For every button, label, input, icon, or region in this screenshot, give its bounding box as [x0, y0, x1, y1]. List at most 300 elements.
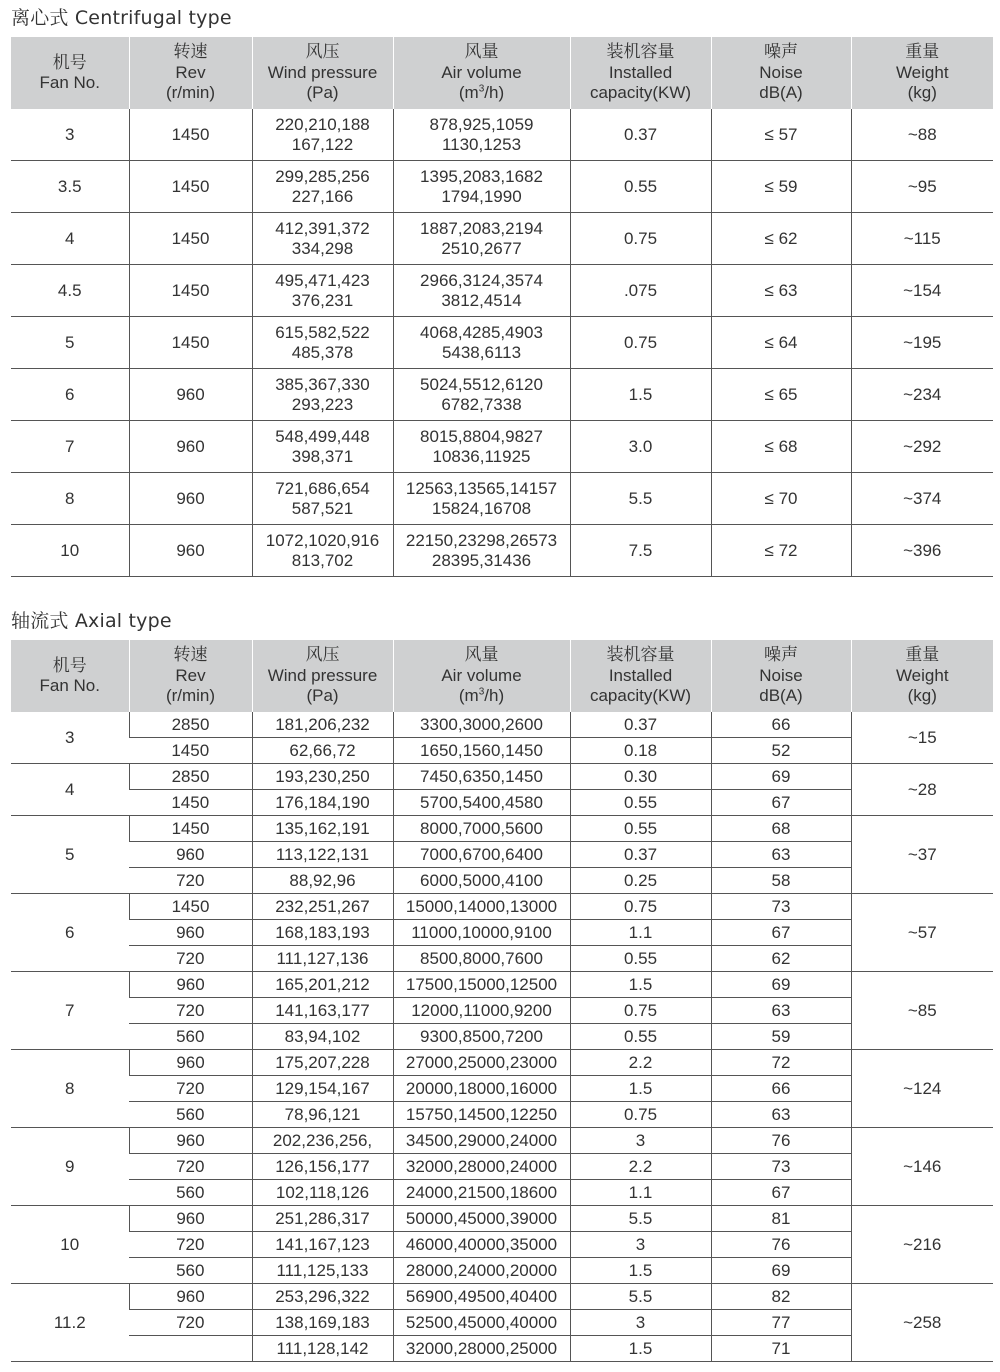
table-row — [11, 764, 993, 790]
fan-no-cell: 8 — [11, 1050, 129, 1128]
pressure-cell: 111,128,142 — [252, 1336, 393, 1362]
pressure-cell — [252, 161, 393, 213]
weight-cell: ~115 — [851, 213, 993, 265]
table-row — [11, 421, 993, 473]
table-row — [11, 1310, 993, 1336]
pressure-cell: 111,127,136 — [252, 946, 393, 972]
table-row — [11, 790, 993, 816]
noise-cell: 72 — [711, 1050, 851, 1076]
weight-cell: ~57 — [851, 894, 993, 972]
table-row — [11, 1024, 993, 1050]
pressure-cell-line: 721,686,654 — [275, 478, 370, 498]
noise-cell: 76 — [711, 1232, 851, 1258]
header-unit-tail: /h) — [484, 686, 505, 706]
header-label: 风量 — [464, 42, 499, 62]
table-row — [11, 473, 993, 525]
volume-cell-line: 8015,8804,9827 — [420, 426, 543, 446]
header-label-en: dB(A) — [759, 686, 803, 706]
centrifugal-header-col-2 — [252, 37, 393, 109]
rev-cell: 960 — [129, 1050, 252, 1076]
rev-cell: 1450 — [129, 894, 252, 920]
header-label-en: Air volume — [441, 665, 522, 685]
pressure-cell-line: 220,210,188 — [275, 114, 370, 134]
header-label-en: (r/min) — [165, 686, 216, 706]
header-label-en: Noise — [759, 62, 803, 82]
volume-cell-line: 2510,2677 — [441, 238, 522, 258]
header-label-en: (kg) — [907, 83, 937, 103]
rev-cell: 720 — [129, 998, 252, 1024]
volume-cell — [393, 473, 570, 525]
rev-cell: 960 — [129, 1128, 252, 1154]
pressure-cell — [252, 109, 393, 161]
table-row — [11, 920, 993, 946]
header-label-en: Weight — [895, 665, 949, 685]
header-label-en: (kg) — [907, 686, 937, 706]
weight-cell: ~374 — [851, 473, 993, 525]
volume-cell: 8500,8000,7600 — [393, 946, 570, 972]
header-label: 噪声 — [764, 645, 798, 665]
noise-cell: 52 — [711, 738, 851, 764]
rev-cell: 720 — [129, 1232, 252, 1258]
rev-cell: 1450 — [129, 738, 252, 764]
power-cell: 0.55 — [570, 790, 711, 816]
power-cell: 5.5 — [570, 1206, 711, 1232]
axial-header-col-2 — [252, 640, 393, 712]
volume-cell-line: 2966,3124,3574 — [420, 270, 543, 290]
volume-cell-line: 1887,2083,2194 — [420, 218, 543, 238]
rev-cell: 720 — [129, 946, 252, 972]
volume-cell: 1650,1560,1450 — [393, 738, 570, 764]
power-cell: 2.2 — [570, 1154, 711, 1180]
rev-cell: 960 — [129, 525, 252, 577]
noise-cell: 73 — [711, 894, 851, 920]
fan-no-cell: 10 — [11, 1206, 129, 1284]
header-label-en: Wind pressure — [267, 665, 378, 685]
rev-cell: 960 — [129, 421, 252, 473]
pressure-cell: 253,296,322 — [252, 1284, 393, 1310]
noise-cell: 59 — [711, 1024, 851, 1050]
pressure-cell — [252, 525, 393, 577]
rev-cell: 1450 — [129, 161, 252, 213]
power-cell: 0.25 — [570, 868, 711, 894]
weight-cell: ~195 — [851, 317, 993, 369]
pressure-cell: 202,236,256, — [252, 1128, 393, 1154]
header-unit-sup: 3 — [478, 686, 485, 698]
noise-cell: 66 — [711, 712, 851, 738]
power-cell: 0.37 — [570, 842, 711, 868]
power-cell: 3 — [570, 1310, 711, 1336]
power-cell: 3 — [570, 1232, 711, 1258]
power-cell: 5.5 — [570, 1284, 711, 1310]
volume-cell — [393, 317, 570, 369]
pressure-cell — [252, 265, 393, 317]
pressure-cell-line: 495,471,423 — [275, 270, 370, 290]
pressure-cell: 168,183,193 — [252, 920, 393, 946]
power-cell: 3.0 — [570, 421, 711, 473]
power-cell: 0.55 — [570, 1024, 711, 1050]
pressure-cell: 176,184,190 — [252, 790, 393, 816]
noise-cell: 62 — [711, 946, 851, 972]
header-unit — [394, 83, 570, 104]
table-row — [11, 972, 993, 998]
pressure-cell: 165,201,212 — [252, 972, 393, 998]
rev-cell: 720 — [129, 1076, 252, 1102]
fan-no-cell: 5 — [11, 816, 129, 894]
header-label: 风量 — [464, 645, 499, 665]
power-cell: 0.75 — [570, 1102, 711, 1128]
fan-no-cell: 4 — [11, 213, 129, 265]
weight-cell: ~146 — [851, 1128, 993, 1206]
volume-cell-line: 878,925,1059 — [429, 114, 534, 134]
table-row — [11, 1336, 993, 1362]
pressure-cell: 141,163,177 — [252, 998, 393, 1024]
power-cell: 0.30 — [570, 764, 711, 790]
power-cell: 0.37 — [570, 109, 711, 161]
volume-cell: 12000,11000,9200 — [393, 998, 570, 1024]
header-label-en: (r/min) — [165, 83, 216, 103]
pressure-cell — [252, 421, 393, 473]
header-label-en: capacity(KW) — [589, 83, 692, 103]
volume-cell: 15750,14500,12250 — [393, 1102, 570, 1128]
noise-cell: 58 — [711, 868, 851, 894]
pressure-cell-line: 293,223 — [291, 394, 354, 414]
noise-cell: 67 — [711, 1180, 851, 1206]
volume-cell-line: 1130,1253 — [441, 134, 522, 154]
power-cell: 0.75 — [570, 317, 711, 369]
noise-cell: 63 — [711, 1102, 851, 1128]
noise-cell: 66 — [711, 1076, 851, 1102]
pressure-cell-line: 587,521 — [291, 498, 354, 518]
pressure-cell: 141,167,123 — [252, 1232, 393, 1258]
table-row — [11, 1206, 993, 1232]
weight-cell: ~396 — [851, 525, 993, 577]
fan-no-cell: 9 — [11, 1128, 129, 1206]
centrifugal-header-col-4 — [570, 37, 711, 109]
pressure-cell: 175,207,228 — [252, 1050, 393, 1076]
table-row — [11, 1232, 993, 1258]
power-cell: 0.75 — [570, 998, 711, 1024]
pressure-cell: 62,66,72 — [252, 738, 393, 764]
rev-cell: 2850 — [129, 712, 252, 738]
weight-cell: ~88 — [851, 109, 993, 161]
noise-cell: ≤ 68 — [711, 421, 851, 473]
pressure-cell-line: 376,231 — [291, 290, 354, 310]
pressure-cell-line: 385,367,330 — [275, 374, 370, 394]
header-label: 装机容量 — [606, 645, 675, 665]
axial-header-col-1 — [129, 640, 252, 712]
centrifugal-header-col-0 — [11, 37, 129, 109]
rev-cell: 560 — [129, 1024, 252, 1050]
header-label-en: Wind pressure — [267, 62, 378, 82]
pressure-cell-line: 813,702 — [291, 550, 354, 570]
header-label-en: Installed — [608, 665, 673, 685]
table-row — [11, 1102, 993, 1128]
header-unit — [394, 686, 570, 707]
volume-cell-line: 10836,11925 — [432, 446, 531, 466]
noise-cell: ≤ 62 — [711, 213, 851, 265]
weight-cell: ~234 — [851, 369, 993, 421]
rev-cell: 960 — [129, 1284, 252, 1310]
pressure-cell: 251,286,317 — [252, 1206, 393, 1232]
power-cell: 1.5 — [570, 972, 711, 998]
fan-no-cell: 6 — [11, 369, 129, 421]
volume-cell: 34500,29000,24000 — [393, 1128, 570, 1154]
header-label: 转速 — [173, 645, 208, 665]
power-cell: 3 — [570, 1128, 711, 1154]
pressure-cell-line: 615,582,522 — [275, 322, 370, 342]
volume-cell: 24000,21500,18600 — [393, 1180, 570, 1206]
rev-cell: 1450 — [129, 790, 252, 816]
noise-cell: 69 — [711, 764, 851, 790]
noise-cell: ≤ 63 — [711, 265, 851, 317]
header-label: 重量 — [905, 42, 940, 62]
noise-cell: ≤ 72 — [711, 525, 851, 577]
rev-cell: 720 — [129, 868, 252, 894]
table-row — [11, 816, 993, 842]
volume-cell-line: 12563,13565,14157 — [405, 478, 558, 498]
table-row — [11, 265, 993, 317]
noise-cell: 67 — [711, 790, 851, 816]
pressure-cell: 138,169,183 — [252, 1310, 393, 1336]
power-cell: 0.37 — [570, 712, 711, 738]
volume-cell — [393, 525, 570, 577]
weight-cell: ~154 — [851, 265, 993, 317]
centrifugal-header-col-6 — [851, 37, 993, 109]
header-label-en: Fan No. — [39, 73, 100, 92]
table-row — [11, 1258, 993, 1284]
header-label: 噪声 — [764, 42, 798, 62]
volume-cell: 20000,18000,16000 — [393, 1076, 570, 1102]
noise-cell: ≤ 65 — [711, 369, 851, 421]
volume-cell-line: 5438,6113 — [441, 342, 522, 362]
power-cell: 1.1 — [570, 920, 711, 946]
table-row — [11, 1076, 993, 1102]
pressure-cell — [252, 473, 393, 525]
power-cell: 1.5 — [570, 1076, 711, 1102]
axial-table — [11, 640, 993, 1362]
axial-header-col-0 — [11, 640, 129, 712]
rev-cell: 960 — [129, 842, 252, 868]
header-label-en: (Pa) — [306, 686, 339, 706]
header-unit-base: (m — [458, 686, 479, 706]
volume-cell: 5700,5400,4580 — [393, 790, 570, 816]
volume-cell: 32000,28000,24000 — [393, 1154, 570, 1180]
table-row — [11, 842, 993, 868]
noise-cell: 68 — [711, 816, 851, 842]
rev-cell: 1450 — [129, 816, 252, 842]
weight-cell: ~15 — [851, 712, 993, 764]
fan-no-cell: 5 — [11, 317, 129, 369]
rev-cell: 720 — [129, 1154, 252, 1180]
noise-cell: 76 — [711, 1128, 851, 1154]
noise-cell: 63 — [711, 842, 851, 868]
weight-cell: ~124 — [851, 1050, 993, 1128]
centrifugal-header-col-3 — [393, 37, 570, 109]
table-row — [11, 712, 993, 738]
fan-no-cell: 3.5 — [11, 161, 129, 213]
fan-no-cell: 11.2 — [11, 1284, 129, 1362]
volume-cell-line: 15824,16708 — [431, 498, 532, 518]
volume-cell: 46000,40000,35000 — [393, 1232, 570, 1258]
rev-cell: 960 — [129, 972, 252, 998]
table-row — [11, 738, 993, 764]
volume-cell-line: 6782,7338 — [441, 394, 522, 414]
header-unit-sup: 3 — [478, 83, 485, 95]
centrifugal-title: 离心式 Centrifugal type — [11, 7, 232, 29]
noise-cell: 63 — [711, 998, 851, 1024]
weight-cell: ~37 — [851, 816, 993, 894]
power-cell: 0.55 — [570, 946, 711, 972]
volume-cell: 17500,15000,12500 — [393, 972, 570, 998]
header-label: 机号 — [52, 52, 87, 72]
header-label-en: Installed — [608, 62, 673, 82]
power-cell: 0.55 — [570, 161, 711, 213]
volume-cell-line: 4068,4285,4903 — [420, 322, 543, 342]
pressure-cell: 135,162,191 — [252, 816, 393, 842]
power-cell: 0.75 — [570, 894, 711, 920]
rev-cell: 960 — [129, 473, 252, 525]
rev-cell: 560 — [129, 1180, 252, 1206]
power-cell: 0.55 — [570, 816, 711, 842]
rev-cell: 560 — [129, 1258, 252, 1284]
volume-cell — [393, 109, 570, 161]
centrifugal-header-row — [11, 37, 993, 109]
volume-cell-line: 1395,2083,1682 — [420, 166, 543, 186]
volume-cell — [393, 265, 570, 317]
table-row — [11, 161, 993, 213]
fan-no-cell: 3 — [11, 712, 129, 764]
pressure-cell: 102,118,126 — [252, 1180, 393, 1206]
noise-cell: 77 — [711, 1310, 851, 1336]
volume-cell — [393, 213, 570, 265]
header-label: 机号 — [52, 655, 87, 675]
noise-cell: ≤ 57 — [711, 109, 851, 161]
volume-cell: 28000,24000,20000 — [393, 1258, 570, 1284]
rev-cell — [129, 1336, 252, 1362]
table-row — [11, 1050, 993, 1076]
pressure-cell — [252, 369, 393, 421]
power-cell: 7.5 — [570, 525, 711, 577]
table-row — [11, 1128, 993, 1154]
weight-cell: ~95 — [851, 161, 993, 213]
centrifugal-header-col-5 — [711, 37, 851, 109]
rev-cell: 1450 — [129, 109, 252, 161]
fan-no-cell: 10 — [11, 525, 129, 577]
pressure-cell-line: 167,122 — [291, 134, 354, 154]
volume-cell: 32000,28000,25000 — [393, 1336, 570, 1362]
weight-cell: ~216 — [851, 1206, 993, 1284]
fan-no-cell: 6 — [11, 894, 129, 972]
volume-cell — [393, 369, 570, 421]
pressure-cell — [252, 317, 393, 369]
volume-cell: 7000,6700,6400 — [393, 842, 570, 868]
volume-cell: 6000,5000,4100 — [393, 868, 570, 894]
pressure-cell: 193,230,250 — [252, 764, 393, 790]
power-cell: 1.5 — [570, 369, 711, 421]
table-row — [11, 1154, 993, 1180]
axial-header-col-6 — [851, 640, 993, 712]
pressure-cell: 78,96,121 — [252, 1102, 393, 1128]
volume-cell-line: 5024,5512,6120 — [420, 374, 543, 394]
fan-no-cell: 3 — [11, 109, 129, 161]
power-cell: 5.5 — [570, 473, 711, 525]
header-label: 转速 — [173, 42, 208, 62]
pressure-cell-line: 412,391,372 — [275, 218, 370, 238]
noise-cell: 73 — [711, 1154, 851, 1180]
table-row — [11, 1180, 993, 1206]
volume-cell: 56900,49500,40400 — [393, 1284, 570, 1310]
weight-cell: ~258 — [851, 1284, 993, 1362]
rev-cell: 560 — [129, 1102, 252, 1128]
noise-cell: ≤ 59 — [711, 161, 851, 213]
rev-cell: 1450 — [129, 213, 252, 265]
header-unit-tail: /h) — [484, 83, 505, 103]
pressure-cell: 111,125,133 — [252, 1258, 393, 1284]
noise-cell: 71 — [711, 1336, 851, 1362]
volume-cell — [393, 161, 570, 213]
volume-cell-line: 22150,23298,26573 — [405, 530, 558, 550]
header-label: 装机容量 — [606, 42, 675, 62]
rev-cell: 2850 — [129, 764, 252, 790]
noise-cell: 69 — [711, 972, 851, 998]
weight-cell: ~28 — [851, 764, 993, 816]
volume-cell: 52500,45000,40000 — [393, 1310, 570, 1336]
volume-cell: 15000,14000,13000 — [393, 894, 570, 920]
header-label: 风压 — [305, 645, 340, 665]
table-row — [11, 369, 993, 421]
rev-cell: 1450 — [129, 265, 252, 317]
rev-cell: 960 — [129, 1206, 252, 1232]
volume-cell: 9300,8500,7200 — [393, 1024, 570, 1050]
weight-cell: ~85 — [851, 972, 993, 1050]
header-label-en: Weight — [895, 62, 949, 82]
rev-cell: 960 — [129, 920, 252, 946]
volume-cell: 7450,6350,1450 — [393, 764, 570, 790]
header-label-en: (Pa) — [306, 83, 339, 103]
axial-title: 轴流式 Axial type — [11, 610, 172, 632]
pressure-cell: 83,94,102 — [252, 1024, 393, 1050]
pressure-cell — [252, 213, 393, 265]
table-row — [11, 525, 993, 577]
volume-cell — [393, 421, 570, 473]
header-label-en: dB(A) — [759, 83, 803, 103]
pressure-cell: 129,154,167 — [252, 1076, 393, 1102]
fan-no-cell: 8 — [11, 473, 129, 525]
volume-cell-line: 28395,31436 — [431, 550, 532, 570]
centrifugal-table — [11, 37, 993, 577]
noise-cell: 67 — [711, 920, 851, 946]
noise-cell: 82 — [711, 1284, 851, 1310]
header-label-en: Fan No. — [39, 676, 100, 695]
pressure-cell-line: 1072,1020,916 — [265, 530, 380, 550]
header-label: 重量 — [905, 645, 940, 665]
centrifugal-header-col-1 — [129, 37, 252, 109]
pressure-cell: 113,122,131 — [252, 842, 393, 868]
power-cell: 1.5 — [570, 1258, 711, 1284]
noise-cell: ≤ 64 — [711, 317, 851, 369]
pressure-cell-line: 548,499,448 — [275, 426, 370, 446]
power-cell: 0.75 — [570, 213, 711, 265]
table-row — [11, 317, 993, 369]
power-cell: 2.2 — [570, 1050, 711, 1076]
table-row — [11, 213, 993, 265]
noise-cell: 81 — [711, 1206, 851, 1232]
pressure-cell: 232,251,267 — [252, 894, 393, 920]
volume-cell-line: 3812,4514 — [441, 290, 522, 310]
power-cell: 1.1 — [570, 1180, 711, 1206]
power-cell: 0.18 — [570, 738, 711, 764]
pressure-cell: 181,206,232 — [252, 712, 393, 738]
